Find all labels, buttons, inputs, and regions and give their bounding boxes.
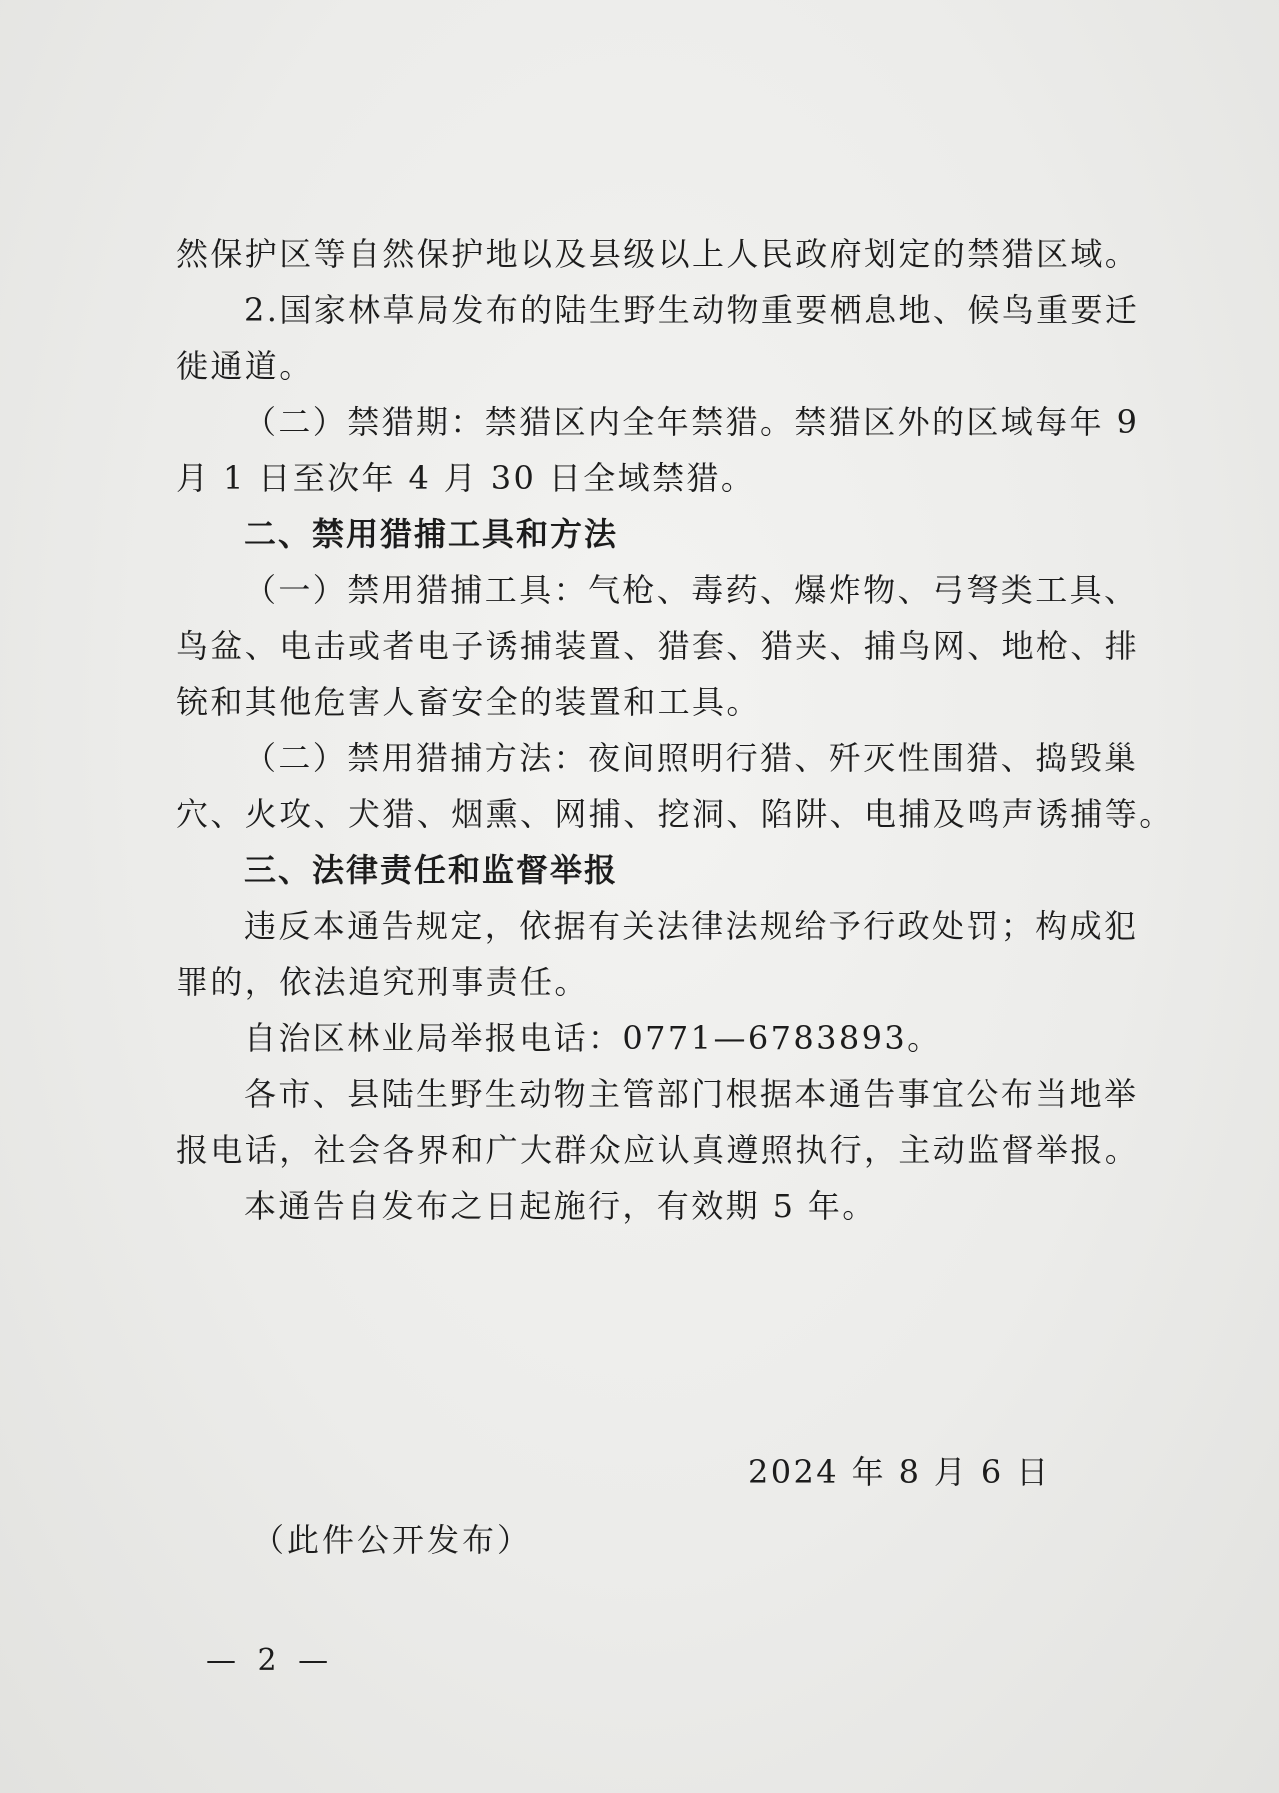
paragraph-line: 违反本通告规定，依据有关法律法规给予行政处罚；构成犯	[244, 907, 1139, 945]
paragraph-line: 本通告自发布之日起施行，有效期 5 年。	[244, 1187, 877, 1225]
section-heading: 二、禁用猎捕工具和方法	[244, 515, 619, 553]
paragraph-line: 穴、火攻、犬猎、烟熏、网捕、挖洞、陷阱、电捕及鸣声诱捕等。	[176, 795, 1174, 833]
paragraph-line: 徙通道。	[176, 347, 314, 385]
paragraph-line: 罪的，依法追究刑事责任。	[176, 963, 589, 1001]
paragraph-line: 鸟盆、电击或者电子诱捕装置、猎套、猎夹、捕鸟网、地枪、排	[176, 627, 1140, 665]
paragraph-line: （二）禁猎期：禁猎区内全年禁猎。禁猎区外的区域每年 9	[244, 403, 1140, 441]
page-number: — 2 —	[206, 1643, 335, 1678]
paragraph-line: 然保护区等自然保护地以及县级以上人民政府划定的禁猎区域。	[176, 235, 1140, 273]
section-heading: 三、法律责任和监督举报	[244, 851, 619, 889]
paragraph-line: 月 1 日至次年 4 月 30 日全域禁猎。	[176, 459, 756, 497]
report-phone-line: 自治区林业局举报电话：0771—6783893。	[244, 1019, 942, 1057]
paragraph-line: 报电话，社会各界和广大群众应认真遵照执行，主动监督举报。	[176, 1131, 1140, 1169]
paragraph-line: （二）禁用猎捕方法：夜间照明行猎、歼灭性围猎、捣毁巢	[244, 739, 1139, 777]
paragraph-line: 铳和其他危害人畜安全的装置和工具。	[176, 683, 761, 721]
paragraph-line: 各市、县陆生野生动物主管部门根据本通告事宜公布当地举	[244, 1075, 1139, 1113]
publish-note: （此件公开发布）	[252, 1521, 533, 1559]
paragraph-line: 2.国家林草局发布的陆生野生动物重要栖息地、候鸟重要迁	[244, 291, 1140, 329]
paragraph-line: （一）禁用猎捕工具：气枪、毒药、爆炸物、弓弩类工具、	[244, 571, 1139, 609]
document-date: 2024 年 8 月 6 日	[748, 1453, 1051, 1491]
